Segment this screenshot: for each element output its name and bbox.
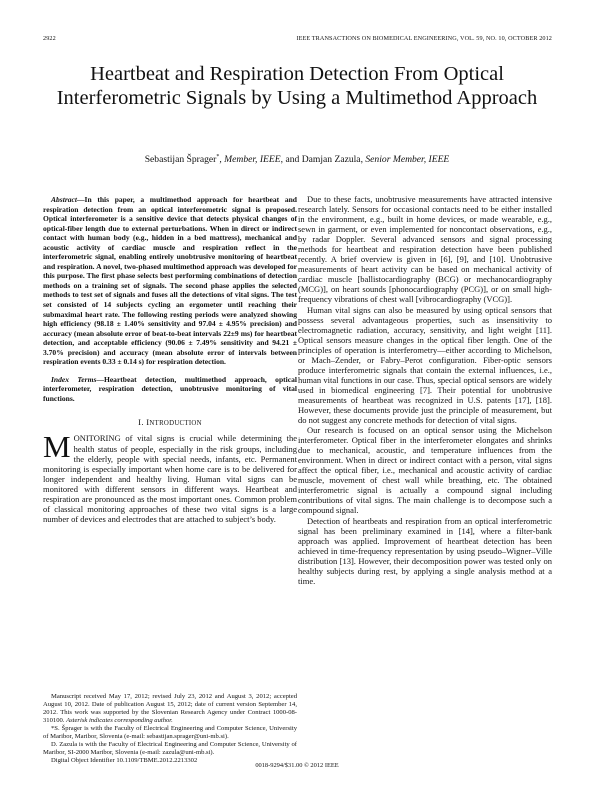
author-1-name: Sebastijan Šprager: [144, 154, 217, 166]
author-1-role: Member, IEEE: [224, 154, 281, 166]
left-column: [43, 195, 297, 524]
section-numeral: I.: [138, 417, 144, 428]
section-heading-rest: NTRODUCTION: [149, 420, 202, 428]
footnote-doi: Digital Object Identifier 10.1109/TBME.2012.2213302: [51, 757, 198, 765]
body-paragraph-4: Detection of heartbeats and respiration from an optical interferometric signal has been preliminary examined in [14], where a filter-bank approach was applied. Improvement of heartbeat detection has been achieved in time-frequency representation by using pseudo–Wigner–Ville distribution [13]. However, their decomposition power was tested only on healthy subjects during rest, by applying a single analysis method at a time.: [298, 515, 552, 586]
author-2-name: Damjan Zazula: [301, 154, 361, 166]
drop-cap: M: [43, 429, 71, 465]
page-number: 2922: [43, 35, 56, 42]
footnote-corresponding-note: Asterisk indicates corresponding author.: [66, 717, 173, 725]
index-terms-label: Index Terms: [51, 374, 97, 384]
abstract-text: —In this paper, a multimethod approach for heartbeat and respiration detection from an optical interferometric signal is proposed. Optical interferometer is a sensitive device that detects physical changes of optical-fiber length due to external perturbations. When in direct or indirect contact with human body (e.g., hidden in a bed mattress), mechanical and acoustic activity of cardiac muscle and respiration reflect in the interferometric signal, enabling entirely unobtrusive monitoring of heartbeat and respiration. A novel, two-phased multimethod approach was developed for this purpose. The first phase selects best performing combinations of detection methods on a training set of signals. The second phase applies the selected methods to test set of signals and fuses all the detections of vital signs. The test set consisted of 14 subjects cycling an ergometer until reaching their submaximal heart rate. The following resting periods were analyzed showing high efficiency (98.18 ± 1.40% sensitivity and 97.04 ± 4.95% precision) and accuracy (mean absolute error of beat-to-beat intervals 22±9 ms) for heartbeat detection, and acceptable efficiency (90.06 ± 7.49% sensitivity and 94.21 ± 3.70% precision) and accuracy (mean absolute error of intervals between respiration events 0.33 ± 0.14 s) for respiration detection.: [43, 195, 297, 367]
footnote-manuscript-text: Manuscript received May 17, 2012; revised July 23, 2012 and August 3, 2012; accepted August 10, 2012. Date of publication August 15, 2012; date of current version September 14, 2012. This work was supported by the Slovenian Research Agency under Contract 1000-08-310100.: [43, 693, 297, 725]
author-connector: , and: [280, 154, 302, 166]
body-paragraph-2: Human vital signs can also be measured by using optical sensors that possess several advantageous properties, such as insensitivity to electromagnetic radiation, accuracy, sensitivity, and light weight [11]. Optical sensors measure changes in the optical fiber length. One of the principles of operation is interferometry—either according to Michelson, or Mach–Zender, or Fabry–Perot configuration. Fiber-optic sensors produce interferometric signals that contain the external influences, i.e., human vital functions in our case. Thus, special optical sensors are widely used in biomedical engineering [7]. Their potential for unobtrusive measurements of heartbeat was recognized in U.S. patents [17], [18]. However, these documents provide just the principle of measurement, but do not suggest any concrete methods for detection of vital signs.: [298, 304, 552, 426]
footnotes: [43, 693, 297, 765]
section-heading-introduction: [43, 417, 297, 427]
abstract-label: Abstract: [51, 195, 77, 204]
author-separator: ,: [219, 154, 225, 166]
corresponding-author-mark: *: [216, 154, 220, 160]
body-paragraph-3: Our research is focused on an optical sensor using the Michelson interferometer. Optical fiber in the interferometer elongates and shrinks due to mechanical, acoustic, and temperature influences from the environment. When in direct or indirect contact with a person, vital signs affect the optical fiber, i.e., mechanical and acoustic activity of cardiac muscle, movement of chest wall while breathing, etc. The obtained interferometric signal is actually a compound signal including contributions of vital signs. The main challenge is to decompose such a compound signal.: [298, 425, 552, 516]
index-terms-text: —Heartbeat detection, multimethod approach, optical interferometer, respiration detection, unobtrusive monitoring of vital functions.: [43, 374, 297, 403]
section-heading-first-letter: I: [146, 417, 150, 428]
author-line: [40, 154, 554, 165]
copyright-footer: 0018-9294/$31.00 © 2012 IEEE: [255, 762, 339, 769]
footnote-author-2: D. Zazula is with the Faculty of Electrical Engineering and Computer Science, University of Maribor, SI-2000 Maribor, Slovenia (e-mail: zazula@uni-mb.si).: [43, 741, 297, 757]
footnote-manuscript: [43, 693, 297, 725]
intro-paragraph: [43, 429, 297, 524]
author-separator-2: ,: [360, 154, 366, 166]
intro-paragraph-text: ONITORING of vital signs is crucial while determining the health status of people, especially in the risk groups, including the elderly, people with special needs, infants, etc. Permanent monitoring is especially important when home care is to be delivered for longer independent and healthy living. Human vital signs can be monitored with different sensors in different ways. Heartbeat and respiration are pronounced as the most important ones. Common problem of classical monitoring approaches of these two vital signs is a large number of devices and electrodes that are attached to subject’s body.: [43, 433, 297, 524]
index-terms: [43, 375, 297, 404]
journal-header: IEEE TRANSACTIONS ON BIOMEDICAL ENGINEERING, VOL. 59, NO. 10, OCTOBER 2012: [296, 35, 552, 42]
body-paragraph-1: Due to these facts, unobtrusive measurements have attracted intensive research lately. Sensors for occasional contacts need to be either installed in the environment, e.g., built in home devices, or made wearable, e.g., sewn in garment, or even implemented for noncontact observations, e.g., by radar Doppler. Several advanced sensors and signal processing methods for heartbeat and respiration detection have been published recently. A brief overview is given in [6], [9], and [10]. Unobtrusive measurements of heart activity can be based on mechanical activity of cardiac muscle [ballistocardiography (BCG) or mechanocardiography (MCG)], on heart sounds [phonocardiography (PCG)], or on small high-frequency vibrations of chest wall [vibrocardiography (VCG)].: [298, 194, 552, 305]
right-column: [298, 194, 552, 586]
footnote-author-1: *S. Šprager is with the Faculty of Electrical Engineering and Computer Science, University of Maribor, Maribor, Slovenia (e-mail: sebastijan.sprager@uni-mb.si).: [43, 725, 297, 741]
paper-title: Heartbeat and Respiration Detection From Optical Interferometric Signals by Using a Multimethod Approach: [56, 63, 538, 109]
abstract: [43, 195, 297, 367]
author-2-role: Senior Member, IEEE: [365, 154, 450, 166]
